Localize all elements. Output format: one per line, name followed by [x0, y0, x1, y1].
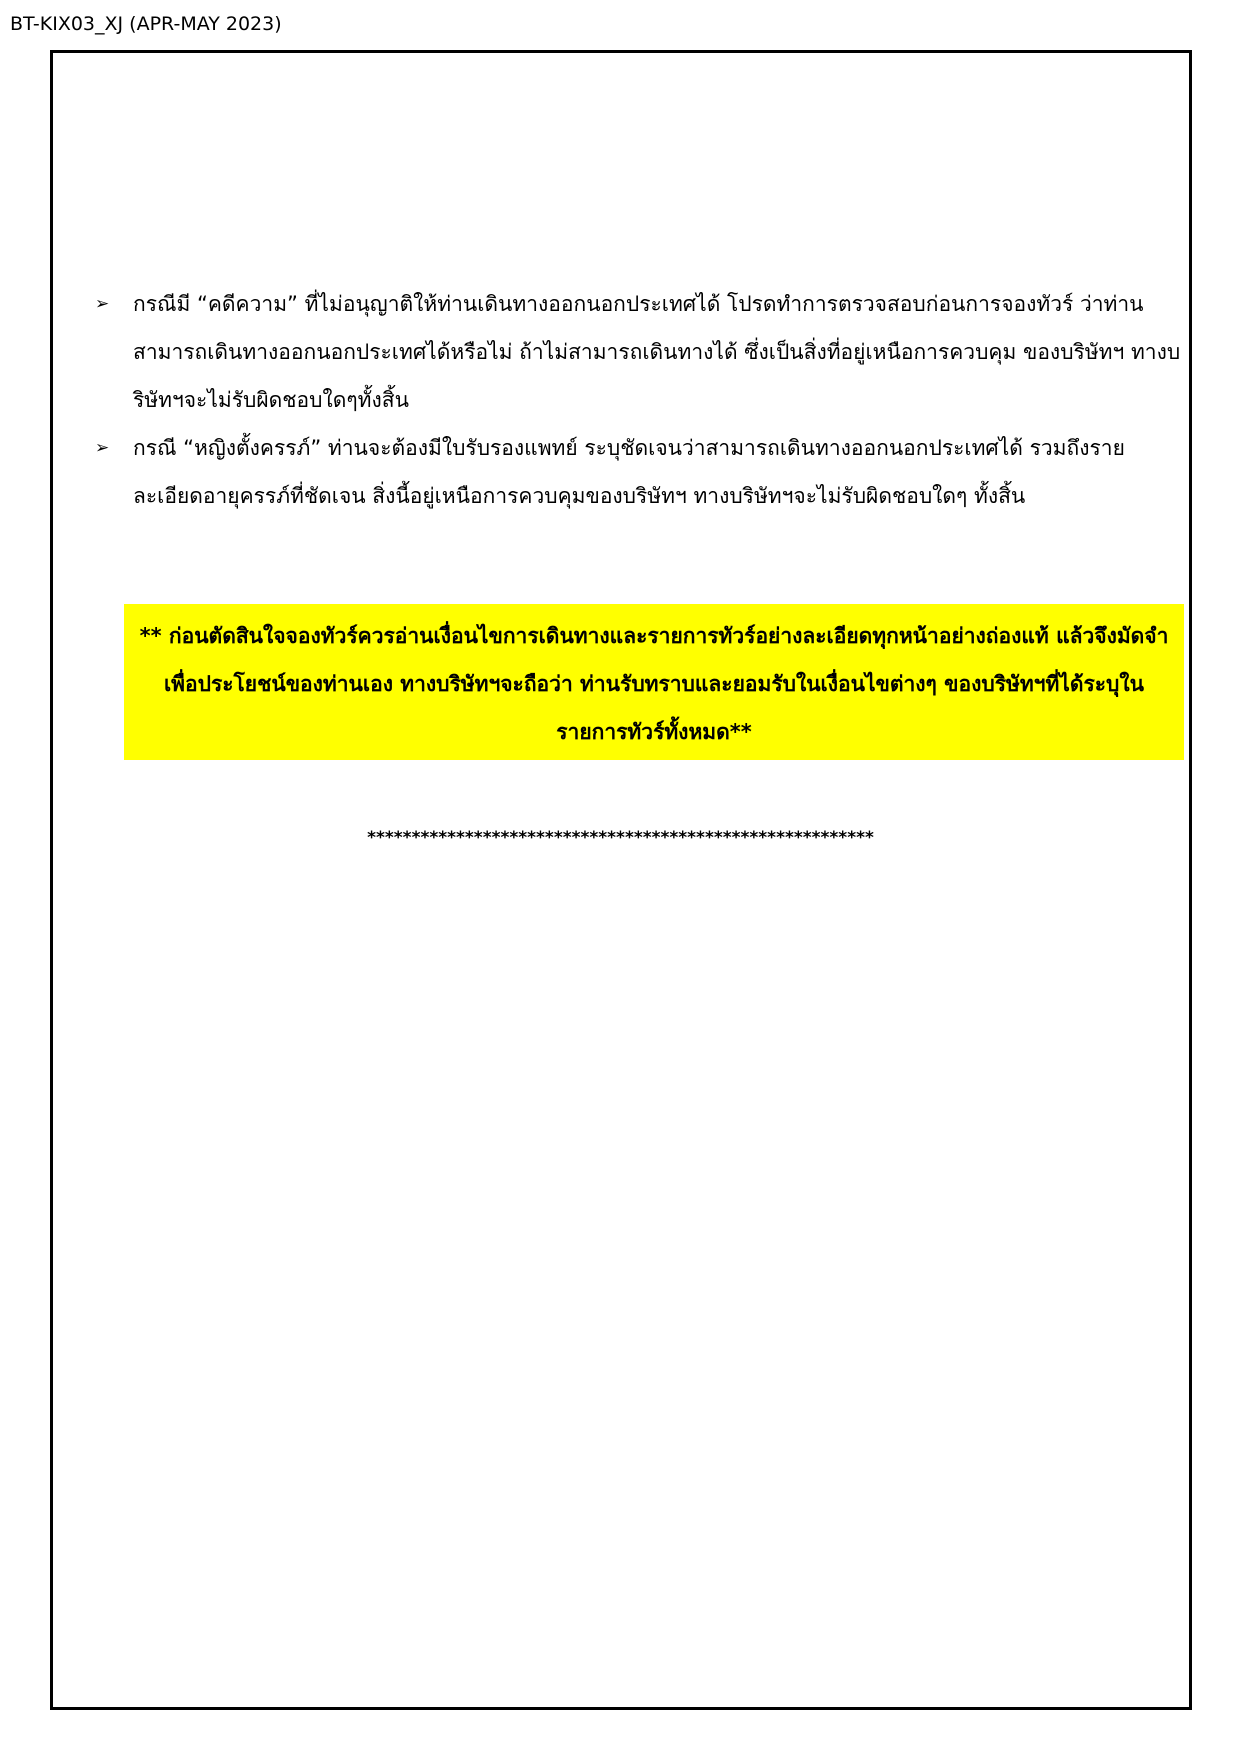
conditions-list: [95, 280, 1185, 520]
arrowhead-bullet-icon: ➢: [95, 438, 110, 458]
condition-text: กรณี “หญิงตั้งครรภ์” ท่านจะต้องมีใบรับรองแพทย์ ระบุชัดเจนว่าสามารถเดินทางออกนอกประเทศได้ รวมถึงรายละเอียดอายุครรภ์ที่ชัดเจน สิ่งนี้อยู่เหนือการควบคุมของบริษัทฯ ทางบริษัทฯจะไม่รับผิดชอบใดๆ ทั้งสิ้น: [133, 436, 1125, 508]
booking-notice-text: ** ก่อนตัดสินใจจองทัวร์ควรอ่านเงื่อนไขการเดินทางและรายการทัวร์อย่างละเอียดทุกหน้าอย่างถ่องแท้ แล้วจึงมัดจำเพื่อประโยชน์ของท่านเอง ทางบริษัทฯจะถือว่า ท่านรับทราบและยอมรับในเงื่อนไขต่างๆ ของบริษัทฯที่ได้ระบุในรายการทัวร์ทั้งหมด**: [139, 624, 1169, 744]
condition-text: กรณีมี “คดีความ” ที่ไม่อนุญาติให้ท่านเดินทางออกนอกประเทศได้ โปรดทำการตรวจสอบก่อนการจองทัวร์ ว่าท่านสามารถเดินทางออกนอกประเทศได้หรือไม่ ถ้าไม่สามารถเดินทางได้ ซึ่งเป็นสิ่งที่อยู่เหนือการควบคุม ของบริษัทฯ ทางบริษัทฯจะไม่รับผิดชอบใดๆทั้งสิ้น: [133, 292, 1181, 412]
arrowhead-bullet-icon: ➢: [95, 294, 110, 314]
condition-item-pregnancy: [95, 424, 1185, 520]
asterisk-separator: *********************************************************: [367, 828, 874, 848]
condition-item-legal-case: [95, 280, 1185, 424]
document-code: BT-KIX03_XJ (APR-MAY 2023): [10, 13, 282, 35]
booking-notice: [124, 604, 1184, 760]
